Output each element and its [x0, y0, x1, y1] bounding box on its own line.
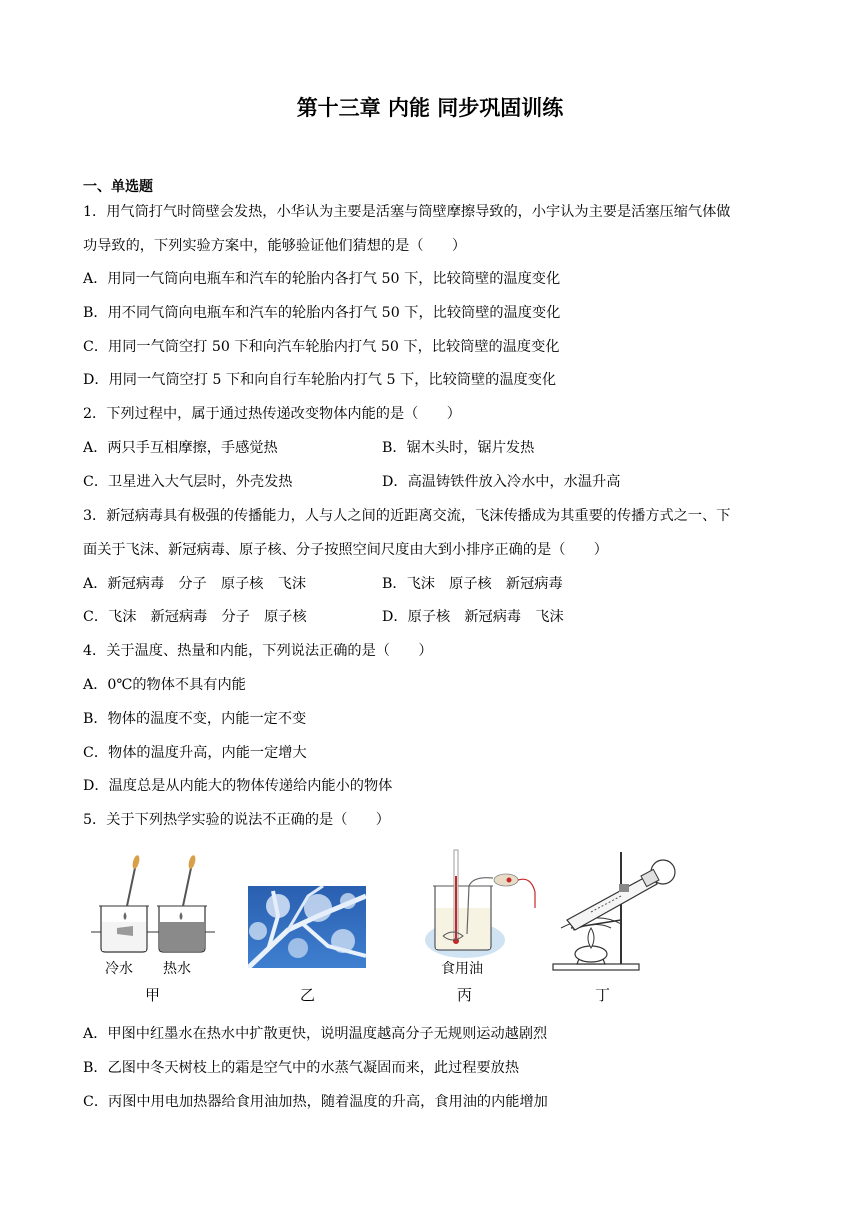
- q4-stem: 4．关于温度、热量和内能，下列说法正确的是（ ）: [83, 643, 433, 659]
- q4-option-a: A．0℃的物体不具有内能: [83, 677, 246, 693]
- q3-option-b: B．飞沫 原子核 新冠病毒: [382, 576, 563, 592]
- q4-option-b: B．物体的温度不变，内能一定不变: [83, 711, 307, 727]
- caption-bing: 丙: [457, 986, 473, 1004]
- label-cold-water: 冷水: [105, 961, 133, 977]
- q2-option-a: A．两只手互相摩擦，手感觉热: [83, 440, 278, 456]
- figure-bing: [423, 846, 543, 976]
- q2-option-b: B．锯木头时，锯片发热: [382, 440, 535, 456]
- page-title: 第十三章 内能 同步巩固训练: [296, 96, 564, 120]
- figure-yi: [248, 886, 366, 968]
- figure-ding: [551, 850, 681, 974]
- q1-stem-line2: 功导致的，下列实验方案中，能够验证他们猜想的是（ ）: [83, 238, 467, 254]
- q5-stem: 5．关于下列热学实验的说法不正确的是（ ）: [83, 812, 390, 828]
- q5-option-c: C．丙图中用电加热器给食用油加热，随着温度的升高，食用油的内能增加: [83, 1094, 548, 1110]
- test-tube-heating-illustration: [551, 850, 681, 974]
- q5-option-a: A．甲图中红墨水在热水中扩散更快，说明温度越高分子无规则运动越剧烈: [83, 1026, 548, 1042]
- q3-stem-line1: 3．新冠病毒具有极强的传播能力，人与人之间的近距离交流，飞沫传播成为其重要的传播方式之一、下: [83, 508, 731, 524]
- q1-stem-line1: 1．用气筒打气时筒壁会发热，小华认为主要是活塞与筒壁摩擦导致的，小宇认为主要是活塞压缩气体做: [83, 204, 731, 220]
- q3-stem-line2: 面关于飞沫、新冠病毒、原子核、分子按照空间尺度由大到小排序正确的是（ ）: [83, 542, 608, 558]
- beakers-droppers-illustration: [83, 846, 223, 956]
- q3-option-d: D．原子核 新冠病毒 飞沫: [382, 609, 564, 625]
- label-cooking-oil: 食用油: [441, 961, 483, 977]
- caption-jia: 甲: [145, 986, 161, 1004]
- section-heading: 一、单选题: [83, 179, 153, 195]
- q5-option-b: B．乙图中冬天树枝上的霜是空气中的水蒸气凝固而来，此过程要放热: [83, 1060, 520, 1076]
- label-hot-water: 热水: [163, 961, 191, 977]
- caption-yi: 乙: [300, 986, 316, 1004]
- q2-option-c: C．卫星进入大气层时，外壳发热: [83, 474, 293, 490]
- caption-ding: 丁: [595, 986, 611, 1004]
- q3-option-a: A．新冠病毒 分子 原子核 飞沫: [83, 576, 307, 592]
- q1-option-d: D．用同一气筒空打 5 下和向自行车轮胎内打气 5 下，比较筒壁的温度变化: [83, 372, 557, 388]
- q3-option-c: C．飞沫 新冠病毒 分子 原子核: [83, 609, 307, 625]
- q1-option-c: C．用同一气筒空打 50 下和向汽车轮胎内打气 50 下，比较筒壁的温度变化: [83, 339, 560, 355]
- oil-heating-illustration: [423, 846, 543, 958]
- q4-option-d: D．温度总是从内能大的物体传递给内能小的物体: [83, 778, 393, 794]
- q4-option-c: C．物体的温度升高，内能一定增大: [83, 745, 307, 761]
- q2-stem: 2．下列过程中，属于通过热传递改变物体内能的是（ ）: [83, 406, 461, 422]
- figure-jia: [83, 846, 223, 976]
- q1-option-a: A．用同一气筒向电瓶车和汽车的轮胎内各打气 50 下，比较筒壁的温度变化: [83, 271, 561, 287]
- q2-option-d: D．高温铸铁件放入冷水中，水温升高: [382, 474, 621, 490]
- q1-option-b: B．用不同气筒向电瓶车和汽车的轮胎内各打气 50 下，比较筒壁的温度变化: [83, 305, 561, 321]
- q5-figures: [83, 846, 703, 1006]
- frosted-tree-photo: [248, 886, 366, 968]
